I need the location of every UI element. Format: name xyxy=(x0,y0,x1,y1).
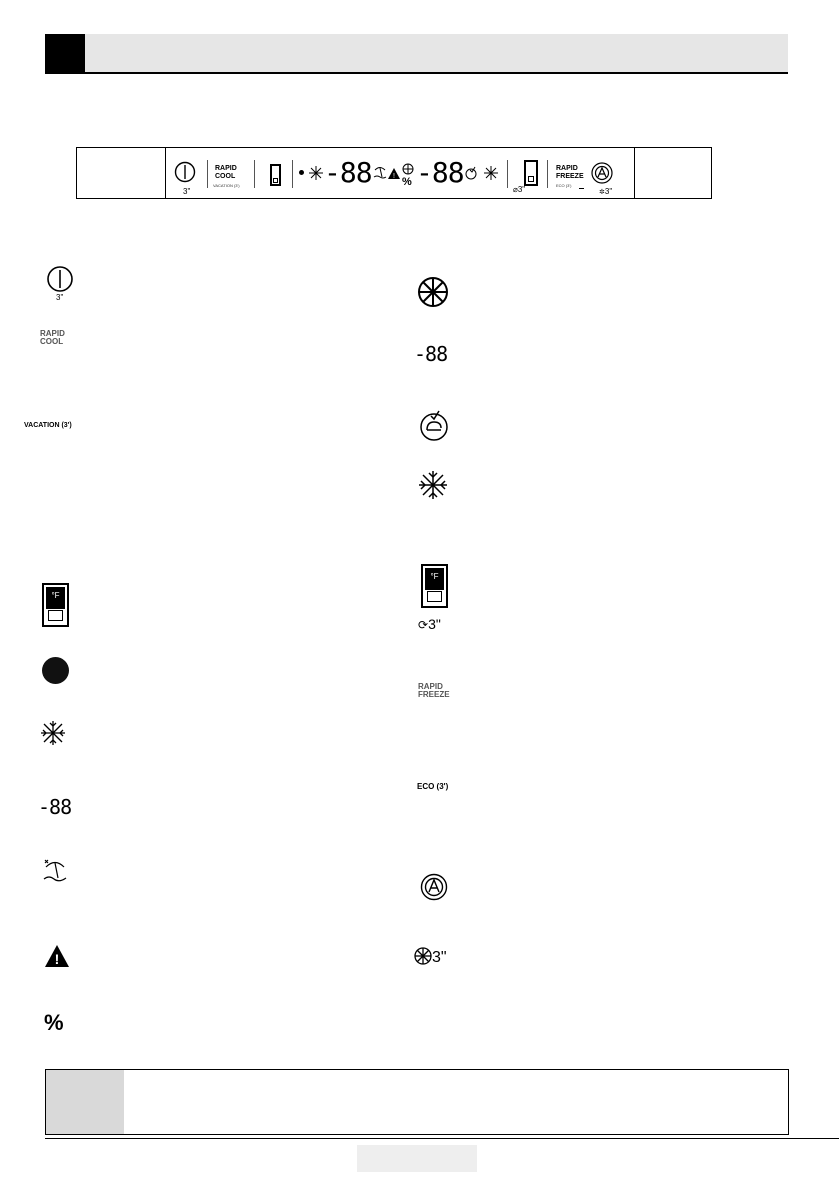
page-number-tab xyxy=(357,1145,477,1172)
humidity-icon: % xyxy=(402,176,412,188)
footer-rule xyxy=(45,1138,839,1139)
freezer-temp-display: -88 xyxy=(414,342,448,366)
snowflake-icon xyxy=(418,470,448,505)
eco-icon xyxy=(419,408,449,447)
alarm-icon xyxy=(388,166,400,184)
freezer-temp-display: -88 xyxy=(416,156,464,189)
fan-icon xyxy=(416,275,450,314)
child-lock-icon: 3" xyxy=(414,947,447,968)
vacation-icon xyxy=(373,165,387,184)
lock-icon xyxy=(420,873,448,906)
svg-text:!: ! xyxy=(393,173,395,179)
rapid-cool-label: RAPID COOL xyxy=(215,165,237,180)
filter-reset-icon: ⟳3" xyxy=(418,616,441,632)
vacation-label: VACATION (3') xyxy=(24,422,72,429)
onoff-icon xyxy=(174,161,196,188)
onoff-time: 3" xyxy=(56,293,64,302)
note-box xyxy=(45,1069,789,1135)
lock-icon xyxy=(591,162,613,189)
rapid-freeze-icon: RAPID FREEZE xyxy=(418,682,450,699)
fridge-unit-icon xyxy=(270,164,281,186)
control-panel-diagram xyxy=(76,147,712,199)
header-rule xyxy=(45,72,788,74)
eco-icon xyxy=(465,166,477,185)
rapid-cool-sub: VACATION (3') xyxy=(213,183,240,188)
freezer-unit-icon: °F xyxy=(421,564,448,608)
onoff-time: 3" xyxy=(183,187,191,196)
fridge-temp-display: -88 xyxy=(324,156,372,189)
fridge-temp-display: -88 xyxy=(38,795,72,819)
snowflake-icon xyxy=(40,720,66,751)
snowflake-icon xyxy=(483,165,499,186)
snowflake-icon xyxy=(308,165,324,186)
dash-mark xyxy=(579,188,584,189)
panel-divider xyxy=(165,148,166,198)
rapid-freeze-sub: ECO (3') xyxy=(556,183,572,188)
note-side-panel xyxy=(46,1070,124,1134)
freezer-unit-icon xyxy=(524,160,538,186)
dot-icon xyxy=(299,170,304,175)
humidity-icon: % xyxy=(44,1010,64,1035)
lock-time: ✲3" xyxy=(599,187,613,196)
section-header-bar xyxy=(85,34,788,72)
rapid-freeze-label: RAPID FREEZE xyxy=(556,165,584,180)
eco-label: ECO (3') xyxy=(417,782,449,791)
panel-divider xyxy=(634,148,635,198)
fridge-unit-icon: °F xyxy=(42,583,69,627)
section-marker xyxy=(45,34,85,74)
rapid-cool-icon: RAPID COOL xyxy=(40,329,65,346)
vacation-icon xyxy=(42,857,68,888)
filter-reset-icon: ⌀3" xyxy=(513,185,526,194)
alarm-icon xyxy=(44,943,70,974)
svg-text:!: ! xyxy=(54,951,60,967)
dot-icon xyxy=(42,657,69,684)
